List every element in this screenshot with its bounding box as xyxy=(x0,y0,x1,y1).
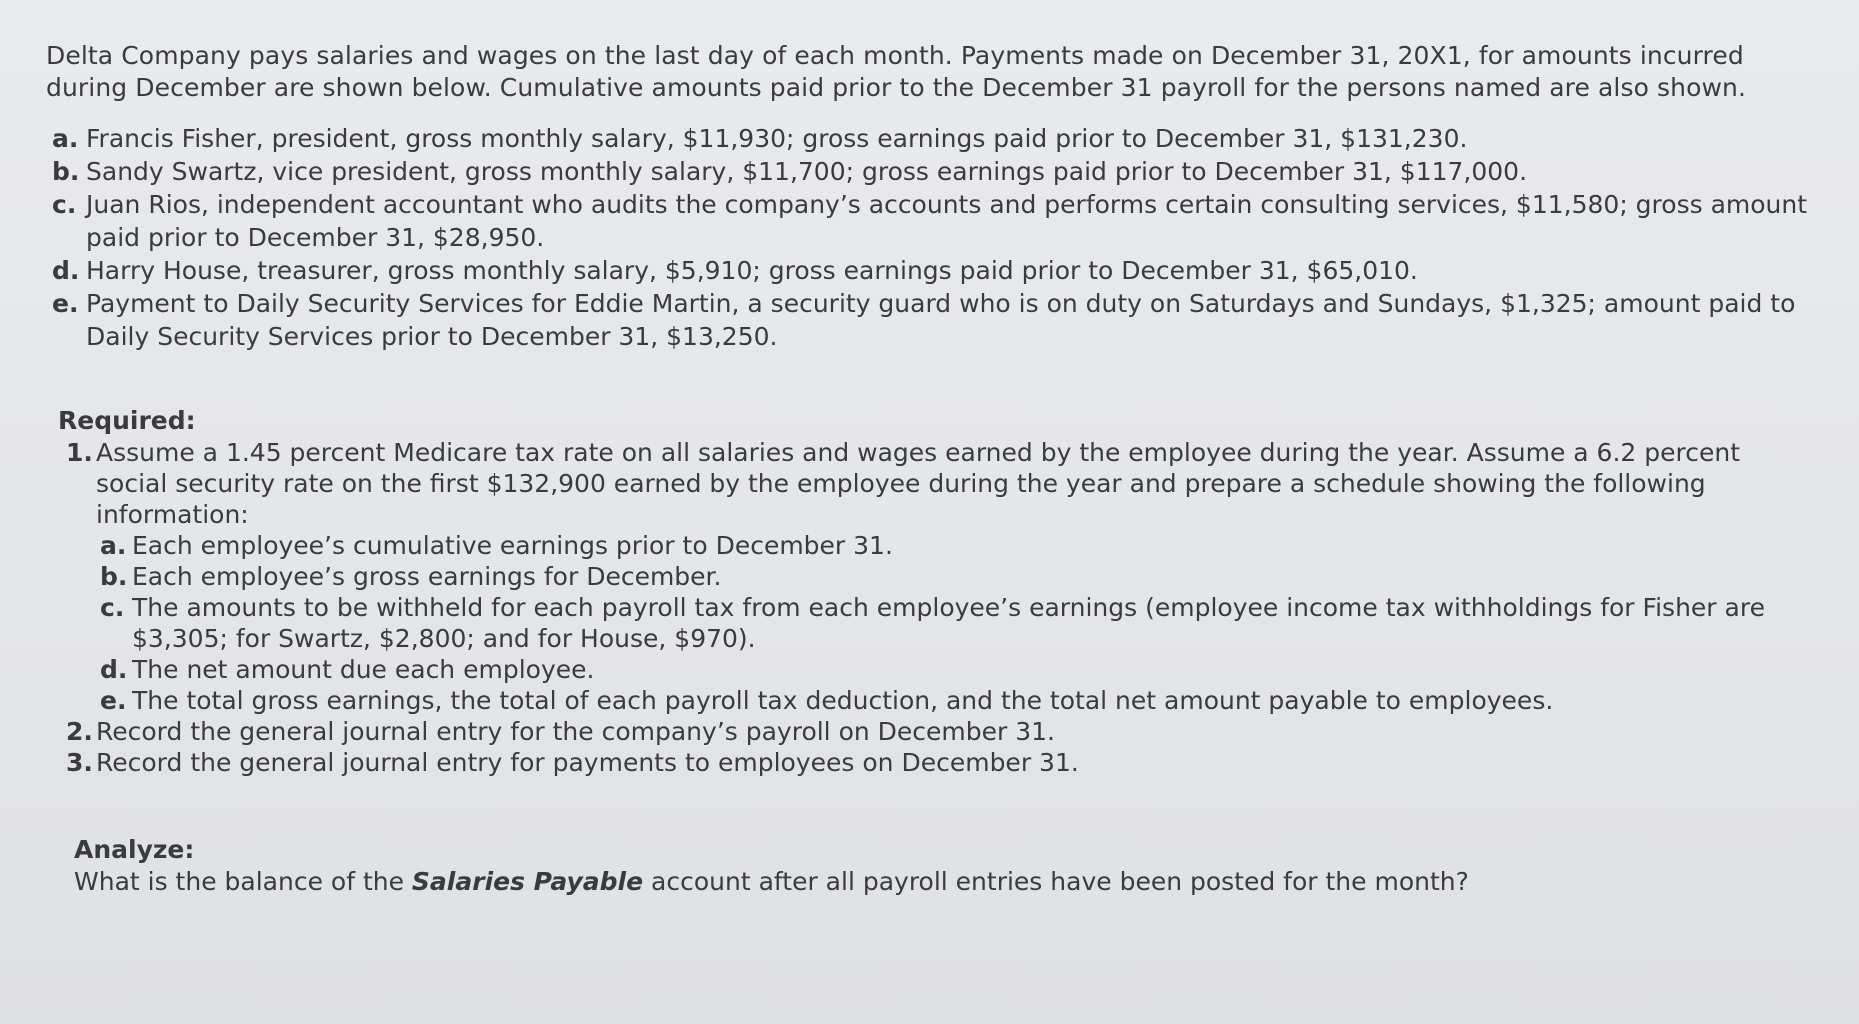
fact-item-d xyxy=(52,254,1819,287)
intro-paragraph: Delta Company pays salaries and wages on the last day of each month. Payments made on December 31, 20X1, for amounts incurred during December are shown below. Cumulative amounts paid prior to the December 31 payroll for the persons named are also shown. xyxy=(46,41,1747,102)
required-heading: Required: xyxy=(58,406,196,435)
fact-marker: a. xyxy=(52,124,79,153)
subitem-b xyxy=(100,561,1819,592)
fact-text: Juan Rios, independent accountant who audits the company’s accounts and performs certain consulting services, $11,580; gross amount paid prior to December 31, $28,950. xyxy=(86,190,1808,252)
fact-text: Payment to Daily Security Services for Eddie Martin, a security guard who is on duty on Saturdays and Sundays, $1,325; amount paid to Daily Security Services prior to December 31, $13,250. xyxy=(86,289,1796,351)
analyze-question-start: What is the balance of the xyxy=(74,867,412,896)
salaries-payable-term: Salaries Payable xyxy=(411,867,644,896)
required-sublist xyxy=(46,530,1819,716)
subitem-marker: c. xyxy=(100,593,125,622)
subitem-c xyxy=(100,592,1819,654)
subitem-text: The net amount due each employee. xyxy=(132,655,595,684)
fact-marker: c. xyxy=(52,190,77,219)
fact-item-c xyxy=(52,188,1819,254)
fact-item-a xyxy=(52,122,1819,155)
required-marker: 2. xyxy=(66,717,93,746)
subitem-e xyxy=(100,685,1819,716)
subitem-text: Each employee’s gross earnings for December. xyxy=(132,562,722,591)
required-item-1 xyxy=(66,437,1819,530)
fact-marker: e. xyxy=(52,289,79,318)
subitem-text: The total gross earnings, the total of each payroll tax deduction, and the total net amount payable to employees. xyxy=(132,686,1554,715)
required-item-3 xyxy=(66,747,1819,778)
required-text: Assume a 1.45 percent Medicare tax rate on all salaries and wages earned by the employee during the year. Assume a 6.2 percent social security rate on the first $132,900 earned by the employee during the year and prepare a schedule showing the following information: xyxy=(96,438,1740,529)
subitem-text: The amounts to be withheld for each payroll tax from each employee’s earnings (employee income tax withholdings for Fisher are $3,305; for Swartz, $2,800; and for House, $970). xyxy=(132,593,1765,653)
fact-item-e xyxy=(52,287,1819,353)
required-list-continued xyxy=(46,716,1819,778)
fact-text: Sandy Swartz, vice president, gross monthly salary, $11,700; gross earnings paid prior to December 31, $117,000. xyxy=(86,157,1528,186)
analyze-question xyxy=(74,866,1819,898)
fact-text: Francis Fisher, president, gross monthly salary, $11,930; gross earnings paid prior to December 31, $131,230. xyxy=(86,124,1468,153)
subitem-text: Each employee’s cumulative earnings prior to December 31. xyxy=(132,531,893,560)
required-item-2 xyxy=(66,716,1819,747)
subitem-d xyxy=(100,654,1819,685)
required-text: Record the general journal entry for the company’s payroll on December 31. xyxy=(96,717,1056,746)
subitem-marker: b. xyxy=(100,562,128,591)
analyze-question-end: account after all payroll entries have been posted for the month? xyxy=(643,867,1469,896)
subitem-marker: e. xyxy=(100,686,127,715)
required-marker: 3. xyxy=(66,748,93,777)
analyze-heading: Analyze: xyxy=(74,835,195,864)
fact-marker: d. xyxy=(52,256,80,285)
required-text: Record the general journal entry for payments to employees on December 31. xyxy=(96,748,1079,777)
fact-text: Harry House, treasurer, gross monthly salary, $5,910; gross earnings paid prior to December 31, $65,010. xyxy=(86,256,1418,285)
subitem-a xyxy=(100,530,1819,561)
required-marker: 1. xyxy=(66,438,93,467)
fact-item-b xyxy=(52,155,1819,188)
subitem-marker: d. xyxy=(100,655,128,684)
subitem-marker: a. xyxy=(100,531,127,560)
required-list xyxy=(46,437,1819,530)
fact-marker: b. xyxy=(52,157,80,186)
payroll-facts-list xyxy=(46,122,1819,353)
